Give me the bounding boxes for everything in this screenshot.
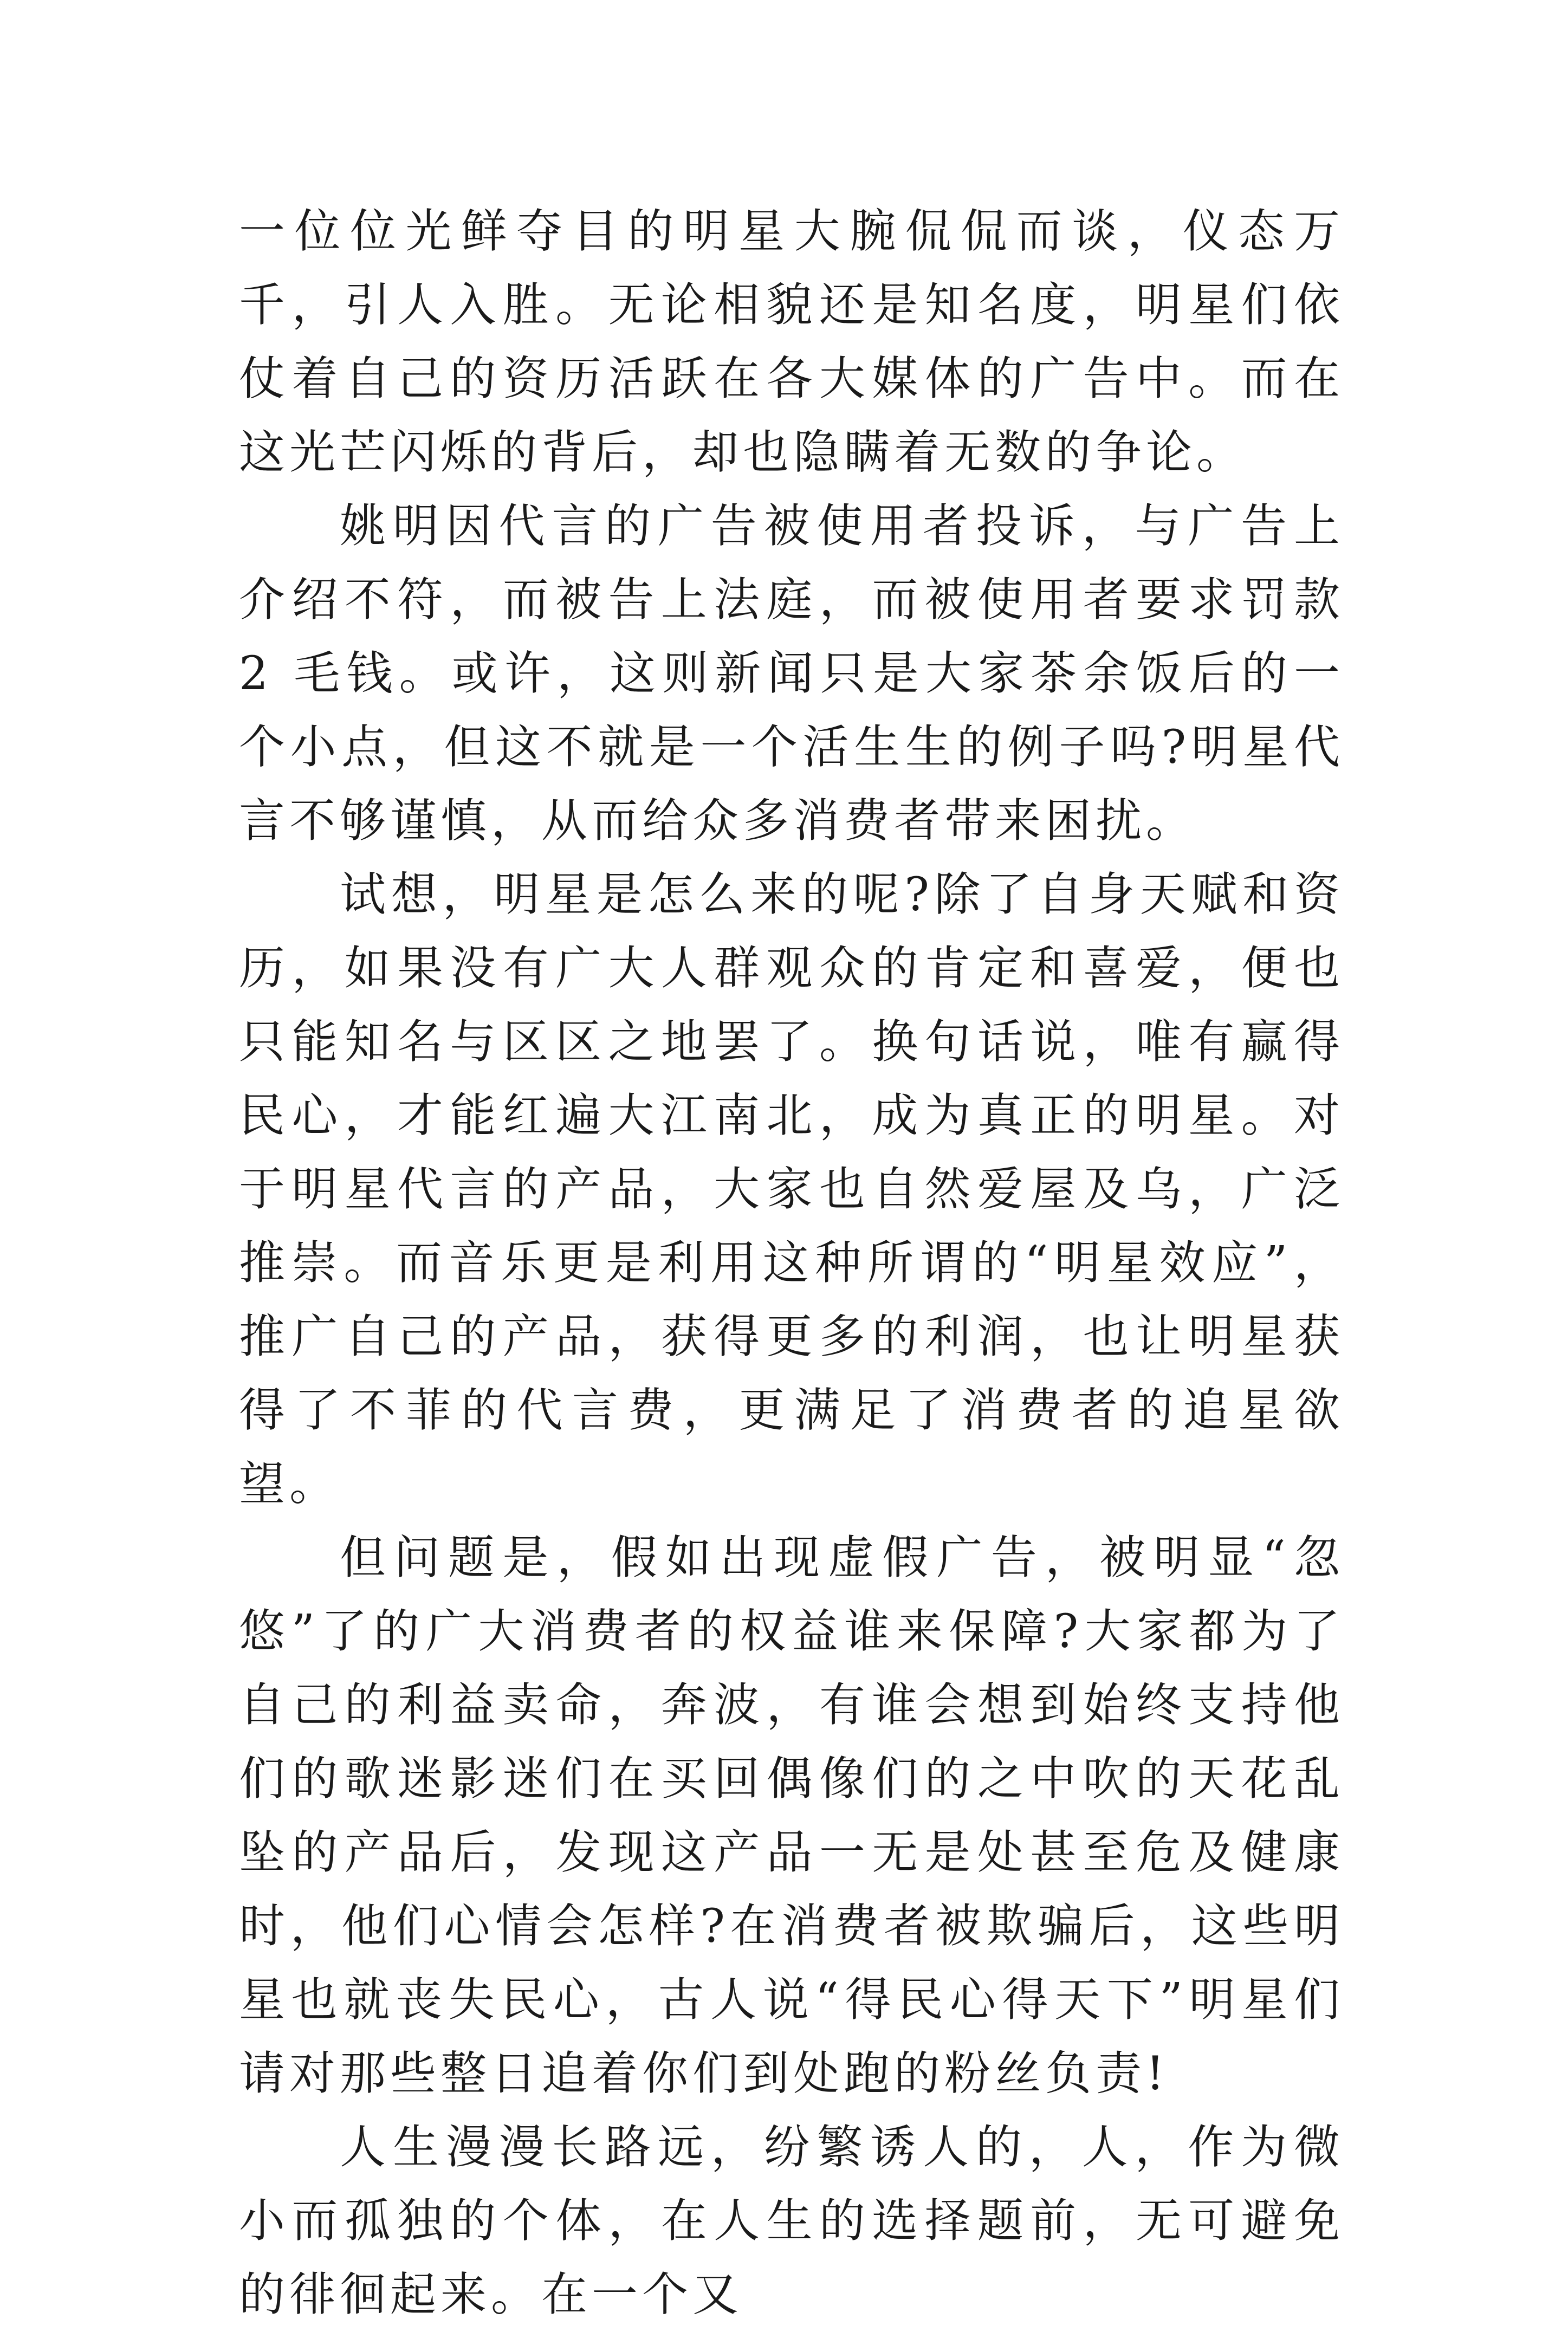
paragraph-5: 人生漫漫长路远，纷繁诱人的，人，作为微小而孤独的个体，在人生的选择题前，无可避免的徘徊起来。在一个又 [239,2121,1344,2322]
paragraph-2: 姚明因代言的广告被使用者投诉，与广告上介绍不符，而被告上法庭，而被使用者要求罚款 2 毛钱。或许，这则新闻只是大家茶余饭后的一个小点，但这不就是一个活生生的例子吗?明星代言不够谨慎，从而给众多消费者带来困扰。 [239,500,1344,848]
document-body [239,195,1344,2332]
paragraph-4: 但问题是，假如出现虚假广告，被明显“忽悠”了的广大消费者的权益谁来保障?大家都为了自己的利益卖命，奔波，有谁会想到始终支持他们的歌迷影迷们在买回偶像们的之中吹的天花乱坠的产品后，发现这产品一无是处甚至危及健康时，他们心情会怎样?在消费者被欺骗后，这些明星也就丧失民心，古人说“得民心得天下”明星们请对那些整日追着你们到处跑的粉丝负责! [239,1531,1344,2101]
paragraph-3: 试想，明星是怎么来的呢?除了自身天赋和资历，如果没有广大人群观众的肯定和喜爱，便也只能知名与区区之地罢了。换句话说，唯有赢得民心，才能红遍大江南北，成为真正的明星。对于明星代言的产品，大家也自然爱屋及乌，广泛推崇。而音乐更是利用这种所谓的“明星效应”，推广自己的产品，获得更多的利润，也让明星获得了不菲的代言费，更满足了消费者的追星欲望。 [239,868,1344,1511]
paragraph-1: 一位位光鲜夺目的明星大腕侃侃而谈，仪态万千，引人入胜。无论相貌还是知名度，明星们依仗着自己的资历活跃在各大媒体的广告中。而在这光芒闪烁的背后，却也隐瞒着无数的争论。 [239,205,1344,480]
